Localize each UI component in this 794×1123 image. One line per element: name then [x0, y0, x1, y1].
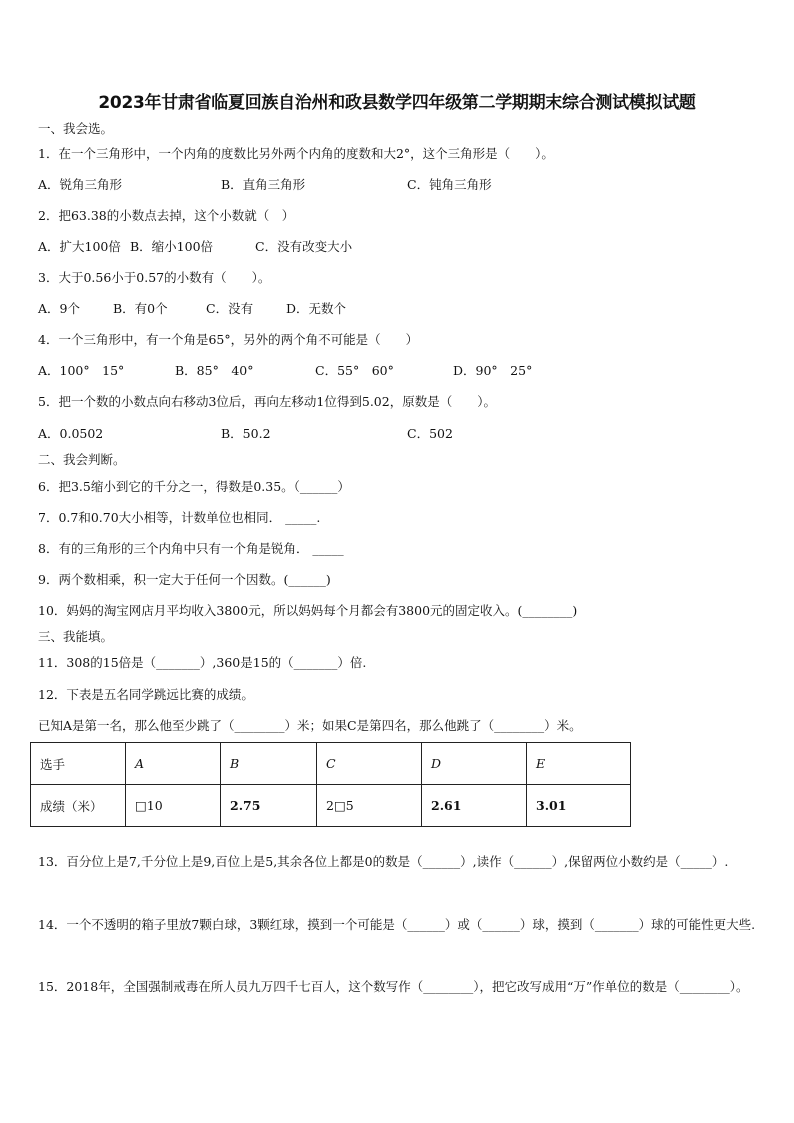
option-d: D．90° 25° [453, 363, 533, 378]
question-5: 5．把一个数的小数点向右移动3位后，再向左移动1位得到5.02，原数是（ ）。 [38, 394, 496, 409]
option-c: C．55° 60° [315, 363, 394, 378]
option-c: C．钝角三角形 [407, 177, 492, 192]
table-header-cell: 选手 [31, 743, 126, 785]
option-a: A．100° 15° [38, 363, 125, 378]
option-b: B．50.2 [221, 426, 271, 441]
question-8: 8．有的三角形的三个内角中只有一个角是锐角． _____ [38, 541, 344, 556]
option-a: A．9个 [38, 301, 80, 316]
question-12: 12．下表是五名同学跳远比赛的成绩。 [38, 687, 254, 702]
table-cell: 2.75 [221, 785, 317, 827]
table-header-cell: A [126, 743, 221, 785]
question-11: 11．308的15倍是（_______）,360是15的（_______）倍. [38, 655, 367, 670]
option-a: A．锐角三角形 [38, 177, 123, 192]
page-title: 2023年甘肃省临夏回族自治州和政县数学四年级第二学期期末综合测试模拟试题 [98, 93, 696, 113]
question-5-options [38, 426, 764, 442]
section-heading-choice: 一、我会选。 [38, 121, 114, 136]
question-2: 2．把63.38的小数点去掉，这个小数就（ ） [38, 208, 295, 223]
option-a: A．0.0502 [38, 426, 104, 441]
option-b: B．缩小100倍 [130, 239, 214, 254]
table-header-cell: D [422, 743, 527, 785]
table-header-cell: C [317, 743, 422, 785]
question-1-options [38, 177, 764, 193]
question-4: 4．一个三角形中，有一个角是65°，另外的两个角不可能是（ ） [38, 332, 419, 347]
option-c: C．没有改变大小 [255, 239, 353, 254]
question-7: 7．0.7和0.70大小相等，计数单位也相同． _____. [38, 510, 321, 525]
option-c: C．没有 [206, 301, 254, 316]
table-cell: 3.01 [527, 785, 631, 827]
question-3-options [38, 301, 764, 317]
table-cell: 2□5 [317, 785, 422, 827]
option-c: C．502 [407, 426, 453, 441]
table-row-label: 成绩（米） [31, 785, 126, 827]
question-14: 14．一个不透明的箱子里放7颗白球，3颗红球，摸到一个可能是（______）或（______）球，摸到（_______）球的可能性更大些. [38, 917, 756, 932]
question-3: 3．大于0.56小于0.57的小数有（ ）。 [38, 270, 271, 285]
question-9: 9．两个数相乘，积一定大于任何一个因数。(______) [38, 572, 331, 587]
table-header-cell: B [221, 743, 317, 785]
question-1: 1．在一个三角形中，一个内角的度数比另外两个内角的度数和大2°，这个三角形是（ ）。 [38, 146, 554, 161]
table-header-cell: E [527, 743, 631, 785]
question-6: 6．把3.5缩小到它的千分之一，得数是0.35。（______） [38, 479, 350, 494]
option-b: B．85° 40° [175, 363, 254, 378]
score-table [30, 742, 631, 827]
option-b: B．有0个 [113, 301, 168, 316]
option-b: B．直角三角形 [221, 177, 306, 192]
question-2-options [38, 239, 764, 255]
option-d: D．无数个 [286, 301, 347, 316]
question-10: 10．妈妈的淘宝网店月平均收入3800元，所以妈妈每个月都会有3800元的固定收入。(________) [38, 603, 578, 618]
question-13: 13．百分位上是7,千分位上是9,百位上是5,其余各位上都是0的数是（______）,读作（______）,保留两位小数约是（_____）. [38, 854, 729, 869]
table-cell: 2.61 [422, 785, 527, 827]
question-12-sub: 已知A是第一名，那么他至少跳了（________）米；如果C是第四名，那么他跳了（________）米。 [38, 718, 582, 733]
option-a: A．扩大100倍 [38, 239, 121, 254]
table-row [31, 785, 631, 827]
question-15: 15．2018年，全国强制戒毒在所人员九万四千七百人，这个数写作（________），把它改写成用“万”作单位的数是（________）。 [38, 979, 749, 994]
table-cell: □10 [126, 785, 221, 827]
table-row [31, 743, 631, 785]
question-4-options [38, 363, 764, 379]
section-heading-fill: 三、我能填。 [38, 629, 114, 644]
section-heading-judge: 二、我会判断。 [38, 452, 126, 467]
